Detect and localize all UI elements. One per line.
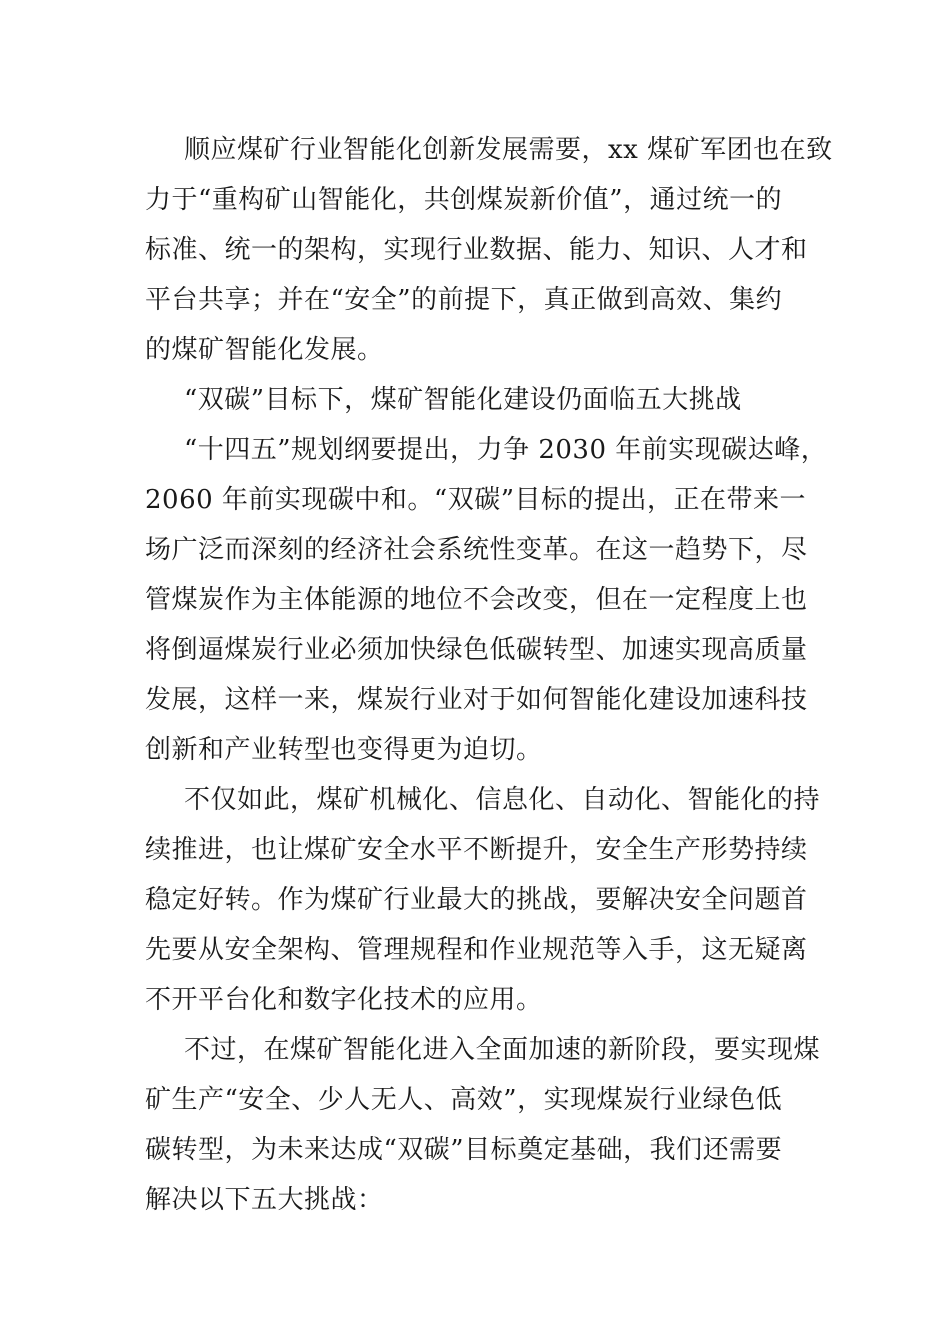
paragraph-2-line-5: 将倒逼煤炭行业必须加快绿色低碳转型、加速实现高质量 — [145, 635, 808, 665]
paragraph-3-line-2: 续推进，也让煤矿安全水平不断提升，安全生产形势持续 — [145, 835, 808, 865]
paragraph-2-line-1: “十四五”规划纲要提出，力争 2030 年前实现碳达峰， — [184, 435, 828, 465]
paragraph-2-line-6: 发展，这样一来，煤炭行业对于如何智能化建设加速科技 — [145, 685, 808, 715]
paragraph-1-line-5: 的煤矿智能化发展。 — [145, 335, 384, 365]
paragraph-2-line-4: 管煤炭作为主体能源的地位不会改变，但在一定程度上也 — [145, 585, 808, 615]
paragraph-1-line-1: 顺应煤矿行业智能化创新发展需要，xx 煤矿军团也在致 — [184, 135, 833, 165]
paragraph-1-line-3: 标准、统一的架构，实现行业数据、能力、知识、人才和 — [145, 235, 808, 265]
paragraph-2-line-3: 场广泛而深刻的经济社会系统性变革。在这一趋势下，尽 — [145, 535, 808, 565]
paragraph-3-line-4: 先要从安全架构、管理规程和作业规范等入手，这无疑离 — [145, 935, 808, 965]
paragraph-1-line-4: 平台共享；并在“安全”的前提下，真正做到高效、集约 — [145, 285, 783, 315]
paragraph-4-line-2: 矿生产“安全、少人无人、高效”，实现煤炭行业绿色低 — [145, 1085, 783, 1115]
paragraph-4-line-4: 解决以下五大挑战： — [145, 1185, 384, 1215]
paragraph-2-line-7: 创新和产业转型也变得更为迫切。 — [145, 735, 543, 765]
paragraph-1-line-2: 力于“重构矿山智能化，共创煤炭新价值”，通过统一的 — [145, 185, 783, 215]
paragraph-2-line-2: 2060 年前实现碳中和。“双碳”目标的提出，正在带来一 — [145, 485, 807, 515]
paragraph-4-line-1: 不过，在煤矿智能化进入全面加速的新阶段，要实现煤 — [184, 1035, 821, 1065]
section-heading: “双碳”目标下，煤矿智能化建设仍面临五大挑战 — [184, 385, 742, 415]
paragraph-3-line-3: 稳定好转。作为煤矿行业最大的挑战，要解决安全问题首 — [145, 885, 808, 915]
paragraph-4-line-3: 碳转型，为未来达成“双碳”目标奠定基础，我们还需要 — [145, 1135, 783, 1165]
paragraph-3-line-5: 不开平台化和数字化技术的应用。 — [145, 985, 543, 1015]
paragraph-3-line-1: 不仅如此，煤矿机械化、信息化、自动化、智能化的持 — [184, 785, 821, 815]
